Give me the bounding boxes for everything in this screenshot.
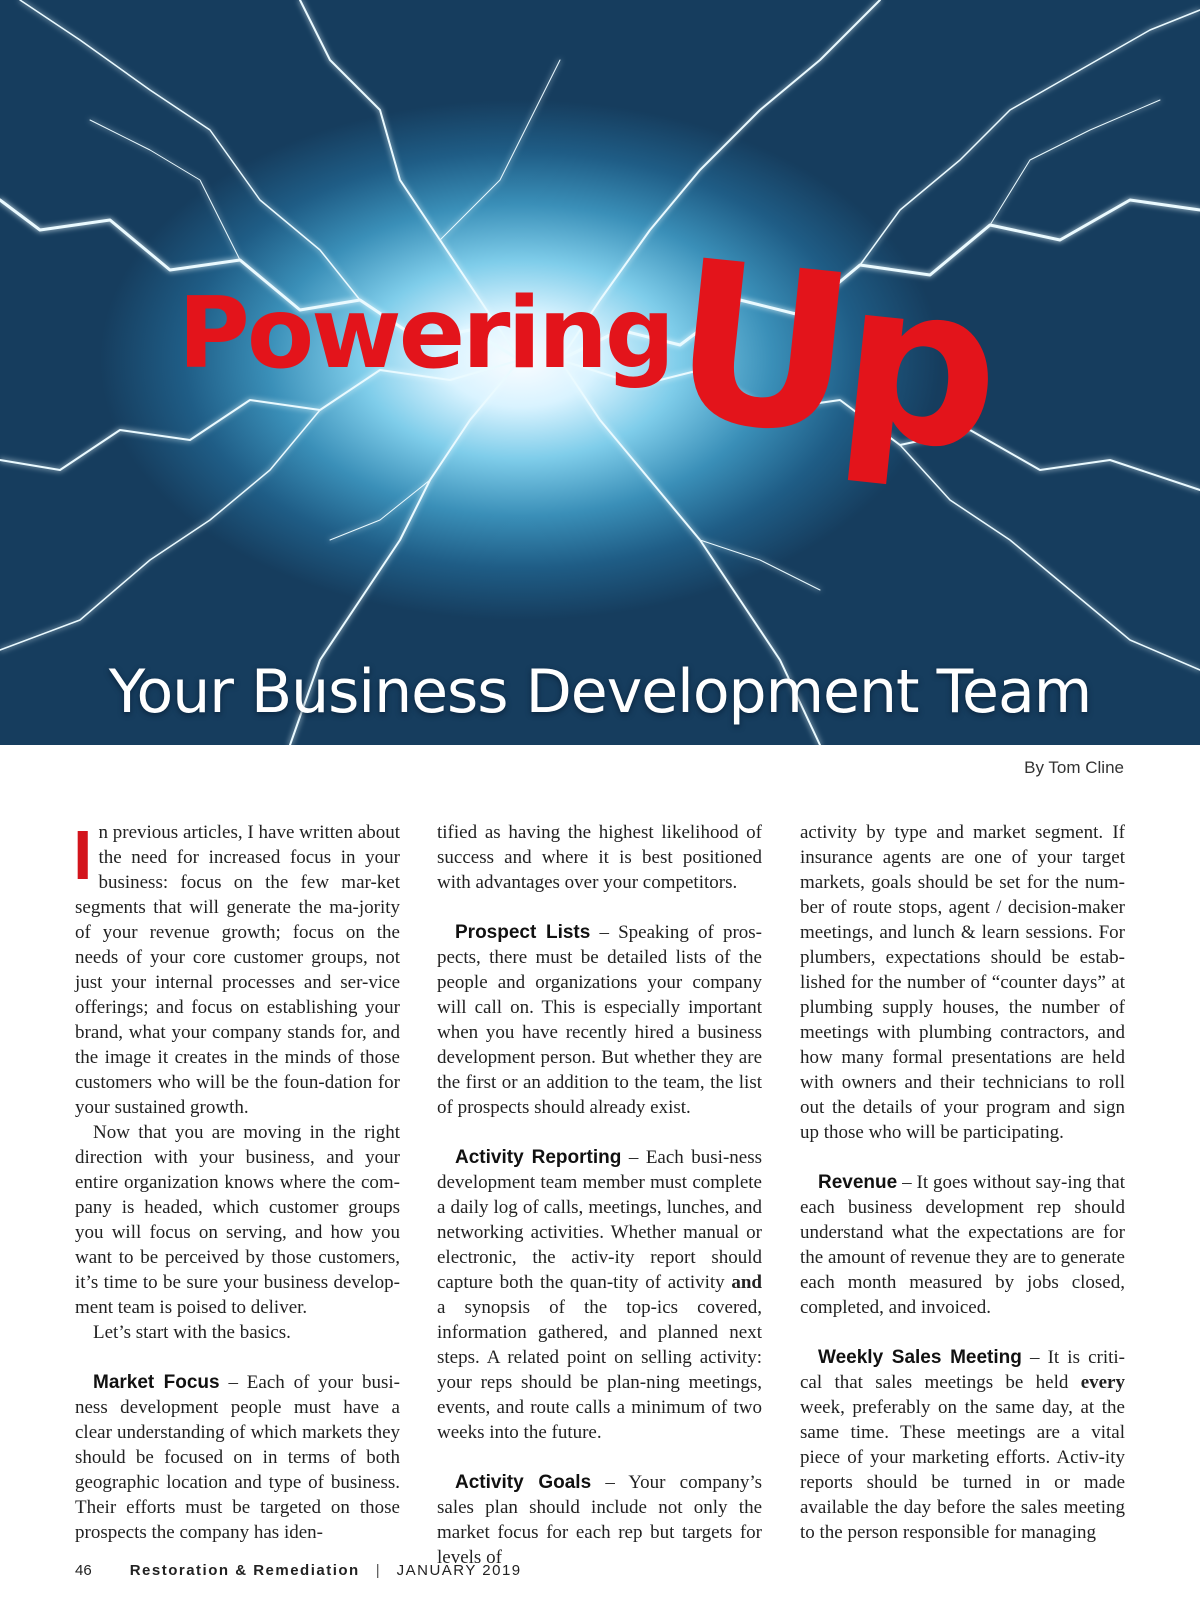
drop-cap: I — [73, 816, 93, 894]
emphasis: and — [731, 1272, 762, 1293]
section-text: a synopsis of the top-ics covered, information gathered, and planned next steps. A related point on selling activity: your reps should be plan-ning meetings, events, and route calls a minimum of two weeks into the future. — [437, 1297, 762, 1443]
paragraph: Let’s start with the basics. — [93, 1322, 291, 1343]
section-heading: Market Focus — [93, 1372, 220, 1393]
section-prospect-lists — [437, 920, 762, 1120]
page-footer — [75, 1562, 522, 1579]
paragraph: Now that you are moving in the right direction with your business, and your entire organization knows where the com-pany is headed, which customer groups you will focus on serving, and how you want to be perceived by those customers, it’s time to be sure your business develop-ment team is poised to deliver. — [75, 1122, 400, 1318]
page-number: 46 — [75, 1562, 92, 1579]
publication-name: Restoration & Remediation — [129, 1562, 360, 1579]
section-heading: Activity Reporting — [455, 1147, 622, 1168]
section-market-focus — [75, 1370, 400, 1545]
section-text: – Each of your busi-ness development people must have a clear understanding of which markets they should be focused on in terms of both geographic location and type of business. Their efforts must be targeted on those prospects the company has iden- — [75, 1372, 400, 1543]
section-heading: Activity Goals — [455, 1472, 592, 1493]
hero-image — [0, 0, 1200, 745]
section-heading: Prospect Lists — [455, 922, 591, 943]
article-title-up: Up — [661, 212, 1003, 500]
section-weekly-sales-meeting — [800, 1345, 1125, 1545]
section-heading: Weekly Sales Meeting — [818, 1347, 1022, 1368]
section-text: – Your company’s sales plan should include not only the market focus for each rep but targets for levels of — [437, 1472, 762, 1568]
intro-paragraph — [73, 816, 400, 1120]
footer-separator: | — [375, 1562, 381, 1579]
article-title-powering: Powering — [178, 277, 672, 391]
section-activity-reporting — [437, 1145, 762, 1445]
section-text: – It is criti-cal that sales meetings be held — [800, 1347, 1126, 1393]
article-subtitle: Your Business Development Team — [108, 657, 1092, 727]
section-text: – It goes without say-ing that each business development rep should understand what the expectations are for the amount of revenue they are to generate each month measured by jobs closed, completed, and invoiced. — [800, 1172, 1125, 1318]
byline: By Tom Cline — [1024, 758, 1124, 777]
text-column-3 — [800, 820, 1125, 1545]
text-column-1 — [73, 816, 400, 1545]
section-activity-goals — [437, 1470, 762, 1570]
paragraph: activity by type and market segment. If insurance agents are one of your target markets, goals should be set for the num-ber of route stops, agent / decision-maker meetings, and lunch & learn sessions. For plumbers, expectations should be estab-lished for the number of “counter days” at plumbing supply houses, the number of meetings with plumbing contractors, and how many formal presentations are held with owners and their technicians to roll out the details of your program and sign up those who will be participating. — [800, 822, 1125, 1143]
section-text: week, preferably on the same day, at the same time. These meetings are a vital piece of your marketing efforts. Activ-ity reports should be turned in or made available the day before the sales meeting to the person responsible for managing — [800, 1397, 1125, 1543]
section-text: – Each busi-ness development team member must complete a daily log of calls, meetings, lunches, and networking activities. Whether manual or electronic, the activ-ity report should capture both the quan-tity of activity — [437, 1147, 762, 1293]
emphasis: every — [1080, 1372, 1125, 1393]
issue-date: JANUARY 2019 — [396, 1562, 522, 1579]
paragraph: tified as having the highest likelihood of success and where it is best positioned with advantages over your competitors. — [437, 822, 762, 893]
section-heading: Revenue — [818, 1172, 898, 1193]
text-column-2 — [437, 820, 762, 1570]
paragraph-text: n previous articles, I have written about the need for increased focus in your business: focus on the few mar-ket segments that will generate the ma-jority of your revenue growth; focus on the needs of your core customer groups, not just your internal processes and ser-vice offerings; and focus on establishing your brand, what your company stands for, and the image it creates in the minds of those customers who will be the foun-dation for your sustained growth. — [75, 822, 400, 1118]
section-revenue — [800, 1170, 1125, 1320]
section-text: – Speaking of pros-pects, there must be detailed lists of the people and organizations your company will call on. This is especially important when you have recently hired a business development person. But whether they are the first or an addition to the team, the list of prospects should already exist. — [437, 922, 762, 1118]
